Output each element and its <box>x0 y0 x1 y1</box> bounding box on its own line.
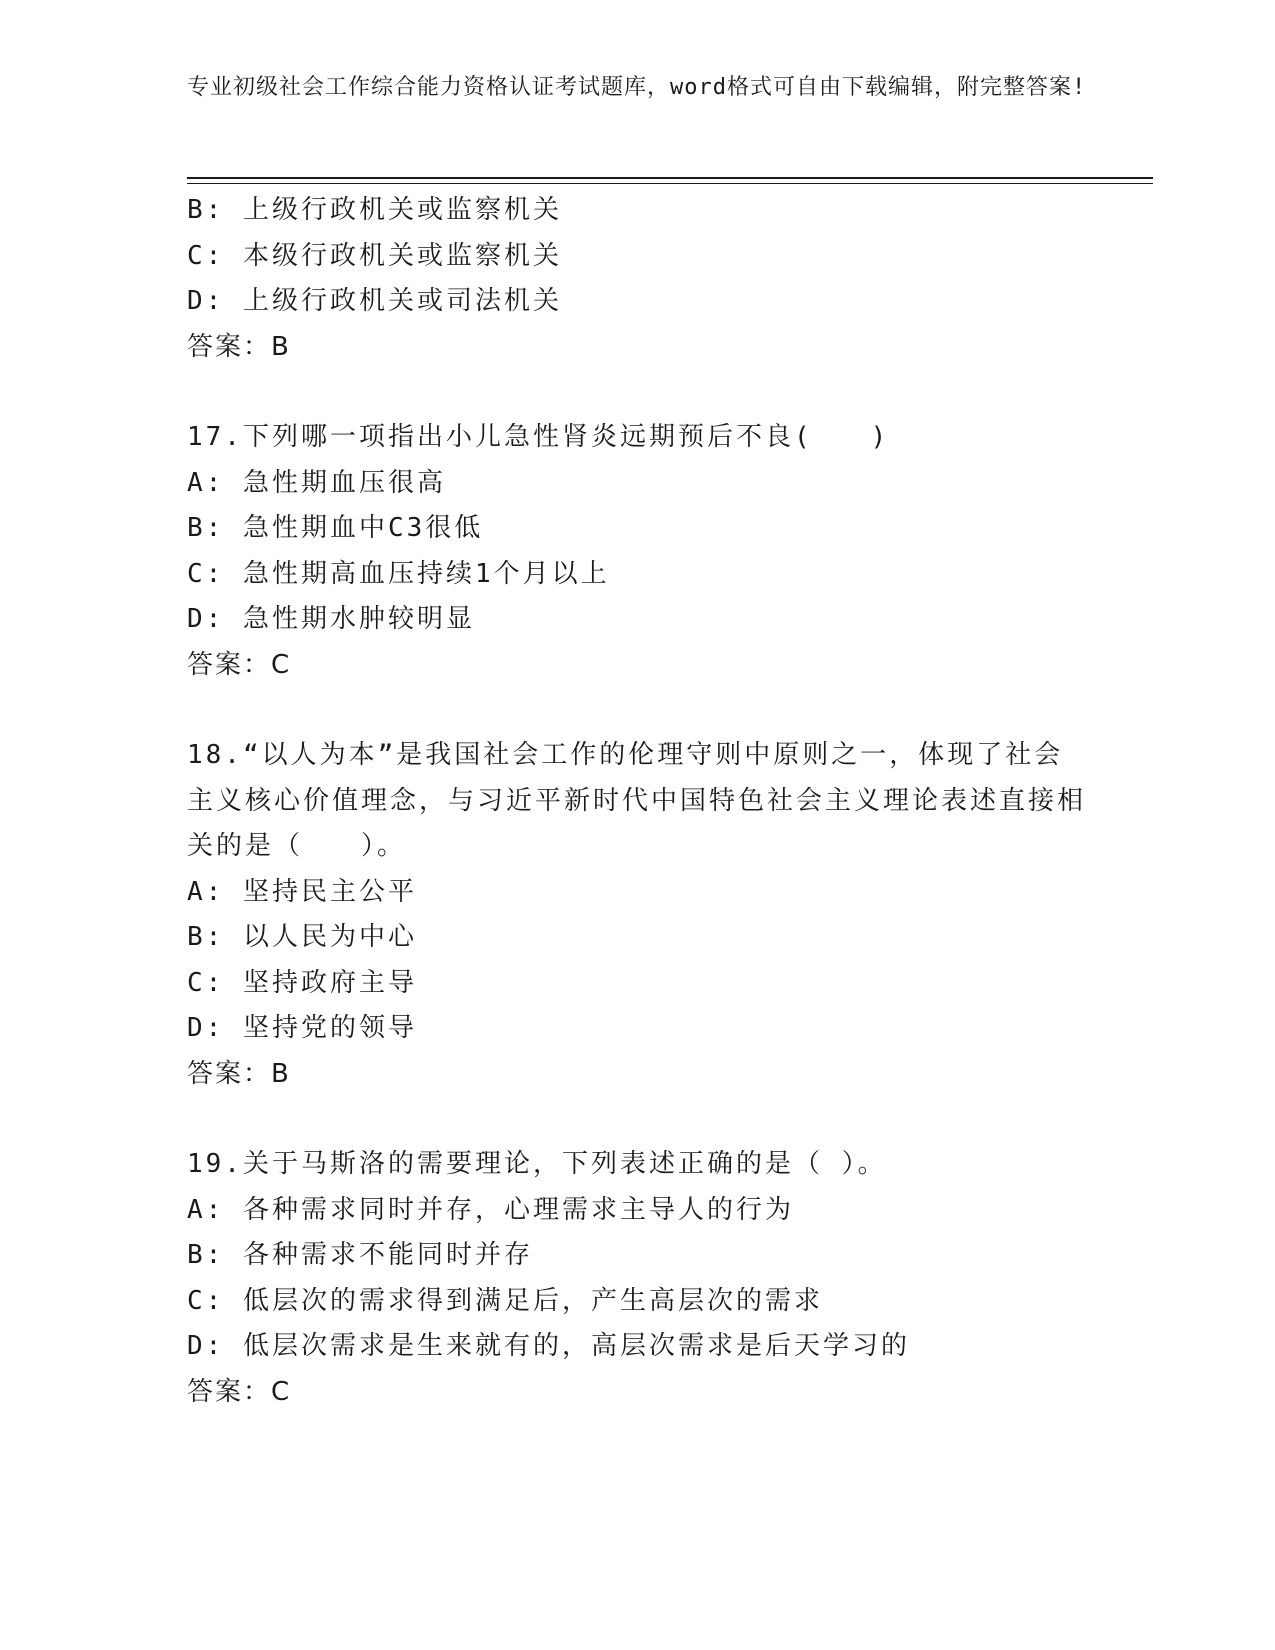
option-b: B: 各种需求不能同时并存 <box>187 1240 533 1270</box>
option-b: B: 急性期血中C3很低 <box>187 513 484 543</box>
header-rule-thick <box>187 177 1153 179</box>
question-block-16 <box>187 188 1087 370</box>
question-block-17 <box>187 415 1087 688</box>
question-block-18 <box>187 733 1087 1097</box>
header-rule-thin <box>187 183 1153 184</box>
option-d: D: 上级行政机关或司法机关 <box>187 286 562 316</box>
question-block-19 <box>187 1142 1087 1415</box>
document-header: 专业初级社会工作综合能力资格认证考试题库，word格式可自由下载编辑，附完整答案! <box>187 75 1087 100</box>
option-d: D: 低层次需求是生来就有的，高层次需求是后天学习的 <box>187 1331 910 1361</box>
option-b: B: 上级行政机关或监察机关 <box>187 195 562 225</box>
answer-label: 答案：B <box>187 331 291 362</box>
option-d: D: 坚持党的领导 <box>187 1013 417 1043</box>
spacer <box>187 688 1087 733</box>
option-c: C: 低层次的需求得到满足后，产生高层次的需求 <box>187 1285 823 1316</box>
question-stem: 18.“以人为本”是我国社会工作的伦理守则中原则之一，体现了社会主义核心价值理念，与习近平新时代中国特色社会主义理论表述直接相关的是（ ）。 <box>187 740 1087 861</box>
option-a: A: 各种需求同时并存，心理需求主导人的行为 <box>187 1194 794 1225</box>
option-a: A: 坚持民主公平 <box>187 876 417 907</box>
option-b: B: 以人民为中心 <box>187 922 417 952</box>
option-c: C: 急性期高血压持续1个月以上 <box>187 558 610 589</box>
option-d: D: 急性期水肿较明显 <box>187 604 475 634</box>
option-c: C: 坚持政府主导 <box>187 967 417 998</box>
option-c: C: 本级行政机关或监察机关 <box>187 240 562 271</box>
spacer <box>187 1097 1087 1142</box>
option-a: A: 急性期血压很高 <box>187 467 446 498</box>
question-stem: 17.下列哪一项指出小儿急性肾炎远期预后不良( ) <box>187 422 890 452</box>
spacer <box>187 370 1087 415</box>
question-list <box>187 188 1087 1415</box>
answer-label: 答案：C <box>187 1376 292 1407</box>
answer-label: 答案：C <box>187 649 292 680</box>
question-stem: 19.关于马斯洛的需要理论，下列表述正确的是（ ）。 <box>187 1149 887 1179</box>
answer-label: 答案：B <box>187 1058 291 1089</box>
